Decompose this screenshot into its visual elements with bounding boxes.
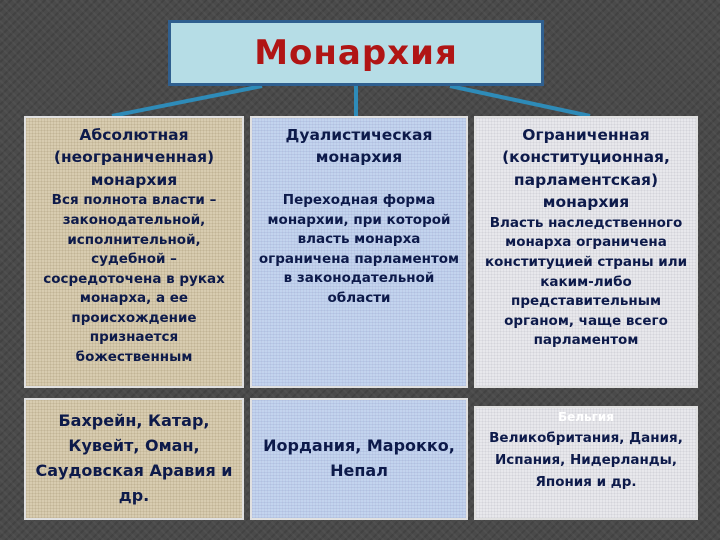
connector-right [450,86,590,116]
limited-monarchy-heading: Ограниченная (конституционная, парламентская) монархия [502,126,670,212]
limited-monarchy-box [474,116,698,388]
absolute-monarchy-examples: Бахрейн, Катар, Кувейт, Оман, Саудовская Аравия и др. [35,411,233,505]
dualistic-monarchy-examples-box [250,398,468,520]
page-title: Монархия [254,33,458,73]
absolute-monarchy-heading: Абсолютная (неограниченная) монархия [53,126,215,189]
absolute-monarchy-examples-box [24,398,244,520]
absolute-monarchy-box [24,116,244,388]
limited-monarchy-examples: Великобритания, Дания, Испания, Нидерланды, Япония и др. [489,430,683,490]
connector-left [112,86,262,116]
dualistic-monarchy-description: Переходная форма монархии, при которой власть монарха ограничена парламентом в законодательной области [258,191,460,306]
limited-monarchy-examples-box [474,406,698,520]
absolute-monarchy-description: Вся полнота власти – законодательной, исполнительной, судебной – сосредоточена в руках монарха, а ее происхождение признается божественным [43,192,225,365]
dualistic-monarchy-heading: Дуалистическая монархия [285,126,433,167]
limited-monarchy-description: Власть наследственного монарха ограничена конституцией страны или каким-либо представительным органом, чаще всего парламентом [484,214,688,349]
dualistic-monarchy-examples: Иордания, Марокко, Непал [263,436,455,480]
dualistic-monarchy-box [250,116,468,388]
limited-monarchy-examples-faded: Бельгия [557,410,615,424]
title-box [168,20,544,86]
